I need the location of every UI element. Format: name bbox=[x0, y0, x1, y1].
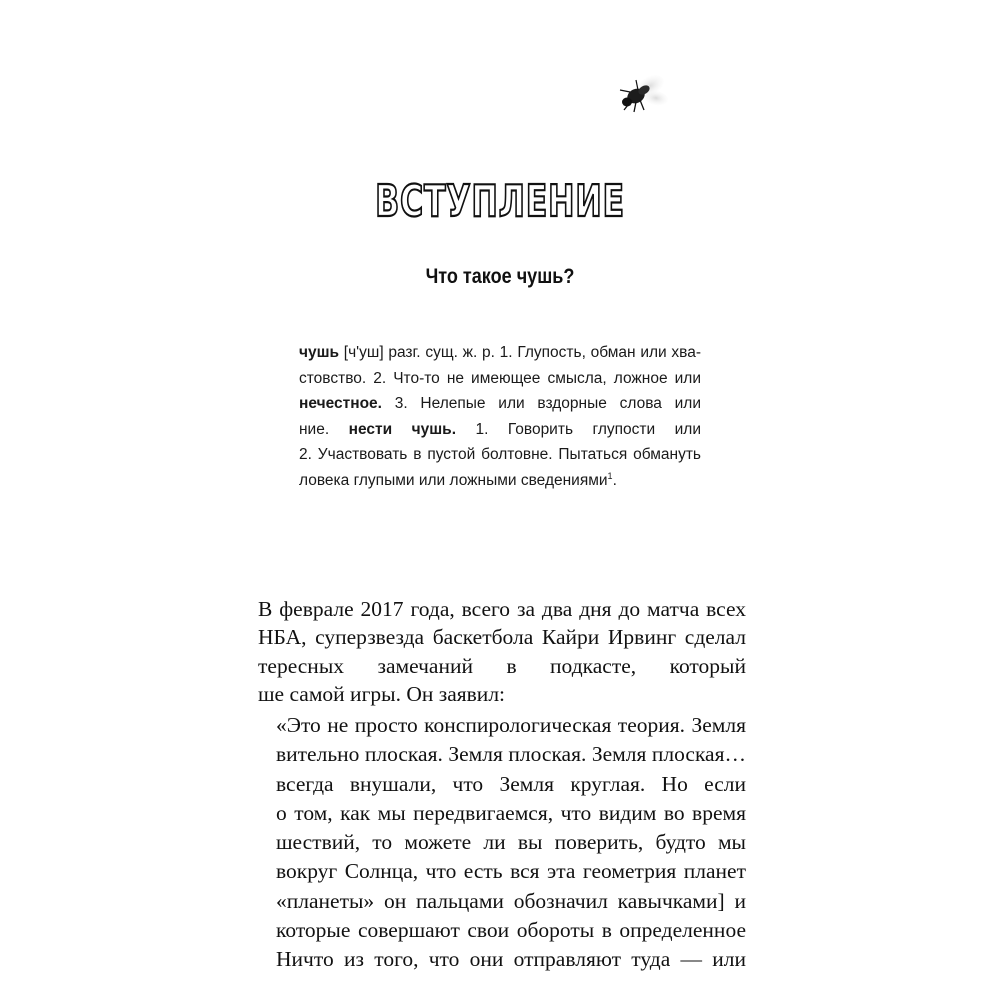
definition-line: ловека глупыми или ложными сведениями$^1$. bbox=[299, 470, 617, 489]
body-line: НБА, суперзвезда баскетбола Кайри Ирвинг сделал bbox=[258, 625, 746, 650]
definition-line: стовство. 2. Что-то не имеющее смысла, ложное или bbox=[299, 369, 701, 387]
body-line: тересных замечаний в подкасте, который bbox=[258, 653, 746, 678]
quote-line: всегда внушали, что Земля круглая. Но если bbox=[276, 771, 746, 796]
quote-line: Ничто из того, что они отправляют туда — или bbox=[276, 947, 746, 972]
dictionary-definition bbox=[299, 340, 701, 493]
definition-line: ние. нести чушь. 1. Говорить глупости или bbox=[299, 420, 701, 438]
body-paragraph bbox=[258, 595, 746, 709]
quote-block bbox=[276, 711, 746, 975]
definition-line: нечестное. 3. Нелепые или вздорные слова или bbox=[299, 395, 701, 412]
quote-line: «планеты» он пальцами обозначил кавычками] и bbox=[276, 888, 746, 913]
quote-line: «Это не просто конспирологическая теория. Земля bbox=[276, 713, 746, 737]
definition-line: чушь [ч'уш] разг. сущ. ж. р. 1. Глупость, обман или хва- bbox=[299, 344, 701, 361]
body-line: В феврале 2017 года, всего за два дня до матча всех bbox=[258, 597, 746, 621]
chapter-subtitle: Что такое чушь? bbox=[425, 265, 575, 288]
quote-line: которые совершают свои обороты в определенное bbox=[276, 918, 746, 943]
definition-headword: чушь bbox=[299, 344, 340, 361]
body-line: ше самой игры. Он заявил: bbox=[258, 682, 506, 707]
quote-line: шествий, то можете ли вы поверить, будто мы bbox=[276, 830, 746, 855]
footnote-marker: 1 bbox=[607, 470, 613, 481]
quote-line: вительно плоская. Земля плоская. Земля плоская… bbox=[276, 742, 746, 767]
definition-line: 2. Участвовать в пустой болтовне. Пытаться обмануть bbox=[299, 446, 701, 463]
chapter-title: ВСТУПЛЕНИЕ bbox=[375, 176, 625, 227]
definition-phrase: нести чушь. bbox=[348, 420, 457, 438]
quote-line: вокруг Солнца, что есть вся эта геометрия планет bbox=[276, 859, 746, 884]
fly-icon bbox=[612, 72, 670, 116]
quote-line: о том, как мы передвигаемся, что видим во время bbox=[276, 800, 746, 825]
